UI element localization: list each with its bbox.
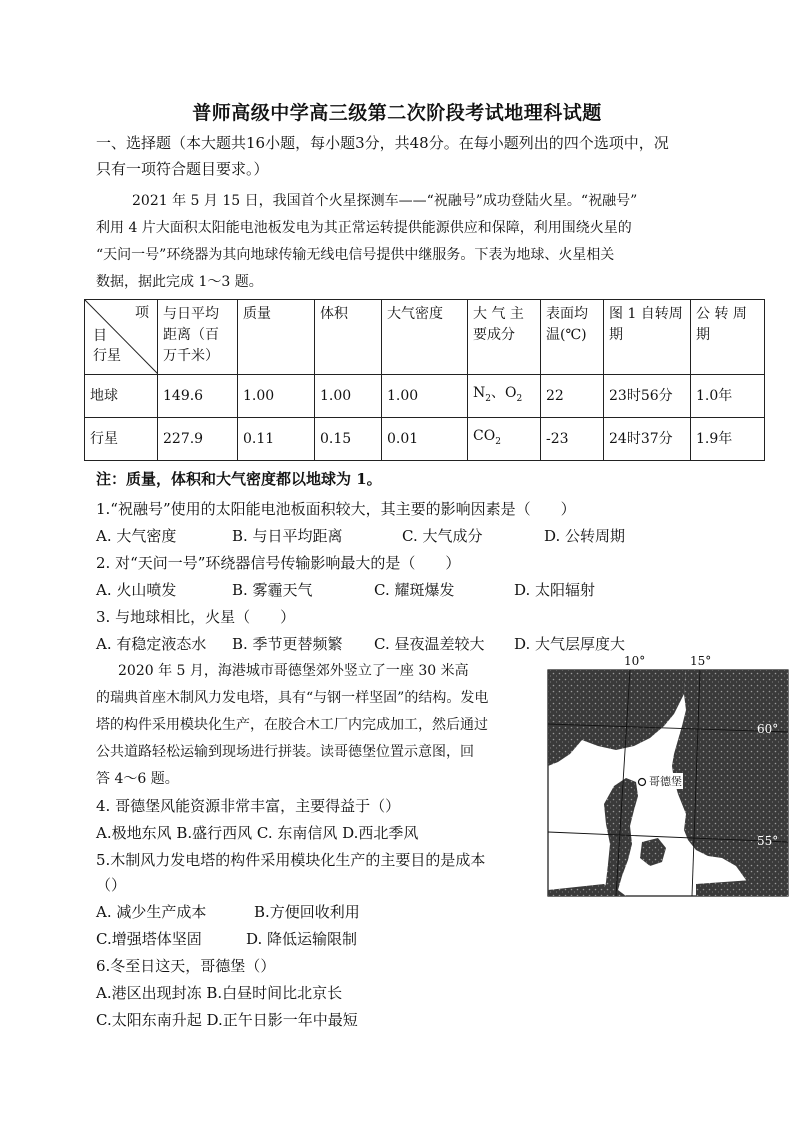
table-note: 注：质量，体积和大气密度都以地球为 1。 (96, 470, 382, 488)
gothenburg-location-map (546, 654, 790, 898)
option-c[interactable]: C. 昼夜温差较大 (374, 635, 485, 653)
label-lat-60: 60° (757, 722, 779, 736)
cell-revolution: 1.9年 (691, 418, 765, 461)
question-5-options-cd (96, 928, 357, 949)
question-6-options-cd[interactable]: C.太阳东南升起 D.正午日影一年中最短 (96, 1011, 358, 1029)
question-1-stem: 1.“祝融号”使用的太阳能电池板面积较大，其主要的影响因素是（ ） (96, 500, 576, 518)
question-5-options-ab (96, 901, 360, 922)
question-4-options[interactable]: A.极地东风 B.盛行西风 C. 东南信风 D.西北季风 (96, 824, 419, 842)
passage2-line-3: 塔的构件采用模块化生产，在胶合木工厂内完成加工，然后通过 (96, 717, 488, 733)
header-composition: 大 气 主要成分 (468, 300, 541, 375)
header-volume: 体积 (315, 300, 382, 375)
question-2-options (96, 579, 595, 600)
cell-planet: 地球 (85, 375, 158, 418)
option-a[interactable]: A. 有稳定液态水 (96, 635, 207, 653)
header-temperature: 表面均温(℃) (541, 300, 604, 375)
passage2-line-4: 公共道路轻松运输到现场进行拼装。读哥德堡位置示意图，回 (96, 744, 474, 760)
option-b[interactable]: B. 雾霾天气 (232, 581, 313, 599)
page-title: 普师高级中学高三级第二次阶段考试地理科试题 (192, 102, 602, 124)
question-6-options-ab[interactable]: A.港区出现封冻 B.白昼时间比北京长 (96, 984, 343, 1002)
gothenburg-marker (639, 779, 646, 786)
question-3-stem: 3. 与地球相比，火星（ ） (96, 608, 296, 626)
question-6-stem: 6.冬至日这天，哥德堡（） (96, 957, 276, 975)
cell-distance: 227.9 (158, 418, 238, 461)
table-row-mars (85, 418, 765, 461)
label-lon-15: 15° (690, 654, 712, 668)
city-label: 哥德堡 (649, 775, 682, 788)
option-d[interactable]: D. 公转周期 (544, 527, 626, 545)
question-2-stem: 2. 对“天问一号”环绕器信号传输影响最大的是（ ） (96, 554, 461, 572)
instructions-line-1: 一、选择题（本大题共16小题，每小题3分，共48分。在每小题列出的四个选项中，况 (96, 134, 669, 152)
cell-planet: 行星 (85, 418, 158, 461)
passage1-line-4: 数据，据此完成 1～3 题。 (96, 274, 263, 290)
question-3-options (96, 633, 625, 654)
passage2-line-5: 答 4～6 题。 (96, 771, 179, 787)
corner-label-mid: 目 (93, 328, 107, 344)
option-c[interactable]: C.增强塔体坚固 (96, 930, 202, 948)
cell-density: 0.01 (382, 418, 468, 461)
option-c[interactable]: C. 大气成分 (402, 527, 483, 545)
option-a[interactable]: A. 大气密度 (96, 527, 177, 545)
option-a[interactable]: A. 火山喷发 (96, 581, 177, 599)
cell-rotation: 23时56分 (604, 375, 691, 418)
table-row-earth (85, 375, 765, 418)
option-b[interactable]: B. 季节更替频繁 (232, 635, 343, 653)
cell-mass: 0.11 (238, 418, 315, 461)
option-b[interactable]: B.方便回收利用 (254, 903, 360, 921)
cell-composition: $N_2$、$O_2$ (468, 375, 541, 418)
header-density: 大气密度 (382, 300, 468, 375)
cell-distance: 149.6 (158, 375, 238, 418)
passage2-line-1: 2020 年 5 月，海港城市哥德堡郊外竖立了一座 30 米高 (118, 663, 469, 679)
instructions-line-2: 只有一项符合题目要求。） (96, 160, 269, 178)
cell-volume: 1.00 (315, 375, 382, 418)
option-a[interactable]: A. 减少生产成本 (96, 903, 207, 921)
header-distance: 与日平均距离（百万千米） (158, 300, 238, 375)
header-rotation: 图 1 自转周期 (604, 300, 691, 375)
question-5-stem: 5.木制风力发电塔的构件采用模块化生产的主要目的是成本 (96, 851, 486, 869)
question-5-stem-bracket: （） (96, 876, 127, 894)
cell-temperature: 22 (541, 375, 604, 418)
option-d[interactable]: D. 降低运输限制 (246, 930, 358, 948)
option-d[interactable]: D. 太阳辐射 (514, 581, 596, 599)
question-4-stem: 4. 哥德堡风能资源非常丰富，主要得益于（） (96, 797, 401, 815)
cell-mass: 1.00 (238, 375, 315, 418)
passage2-line-2: 的瑞典首座木制风力发电塔，具有“与钢一样坚固”的结构。发电 (96, 690, 489, 706)
label-lat-55: 55° (757, 834, 779, 848)
corner-label-top: 项 (135, 305, 149, 321)
question-1-options (96, 525, 625, 546)
option-c[interactable]: C. 耀斑爆发 (374, 581, 455, 599)
cell-volume: 0.15 (315, 418, 382, 461)
cell-temperature: -23 (541, 418, 604, 461)
table-corner-cell (85, 300, 158, 375)
cell-rotation: 24时37分 (604, 418, 691, 461)
cell-revolution: 1.0年 (691, 375, 765, 418)
cell-composition: $CO_2$ (468, 418, 541, 461)
passage1-line-3: “天问一号”环绕器为其向地球传输无线电信号提供中继服务。下表为地球、火星相关 (96, 247, 615, 263)
label-lon-10: 10° (624, 654, 646, 668)
corner-label-bottom: 行星 (93, 348, 121, 364)
header-revolution: 公 转 周期 (691, 300, 765, 375)
planet-data-table (84, 299, 765, 461)
option-b[interactable]: B. 与日平均距离 (232, 527, 343, 545)
passage1-line-2: 利用 4 片大面积太阳能电池板发电为其正常运转提供能源供应和保障，利用围绕火星的 (96, 220, 632, 236)
passage1-line-1: 2021 年 5 月 15 日，我国首个火星探测车——“祝融号”成功登陆火星。“祝融号” (132, 193, 638, 209)
option-d[interactable]: D. 大气层厚度大 (514, 635, 626, 653)
header-mass: 质量 (238, 300, 315, 375)
cell-density: 1.00 (382, 375, 468, 418)
